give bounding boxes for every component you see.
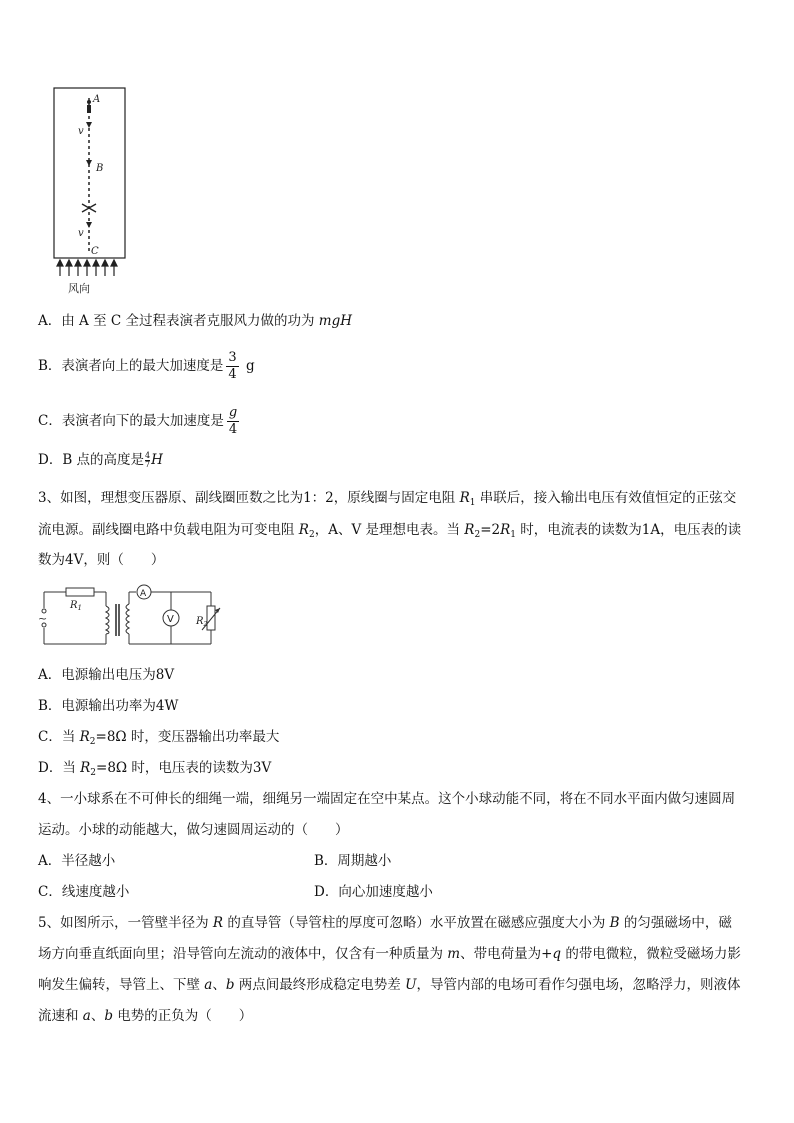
fraction	[145, 452, 150, 469]
text: 运动。小球的动能越大，做匀速圆周运动的（ ）	[38, 822, 349, 838]
q4-line-1	[38, 790, 735, 808]
resistor-r1	[66, 588, 94, 596]
sub: 2	[308, 530, 315, 540]
var-r: R	[298, 522, 309, 538]
performer-top-head	[87, 100, 91, 104]
q2-option-a	[38, 312, 352, 330]
text: 的带电微粒，微粒受磁场力影	[561, 946, 741, 962]
label-a: A	[93, 94, 101, 105]
var: m	[447, 946, 461, 962]
q2-option-b	[38, 348, 255, 384]
text: A．半径越小	[38, 853, 116, 869]
option-letter: D．	[38, 452, 63, 468]
text: 流速和	[38, 1008, 83, 1024]
text: B．周期越小	[314, 853, 392, 869]
option-letter: A．	[38, 313, 62, 329]
sub: 2	[90, 768, 97, 778]
q3-option-d	[38, 759, 271, 782]
text: D．当	[38, 760, 81, 776]
sub: 2	[89, 737, 96, 747]
text: 5、如图所示，一管壁半径为	[38, 915, 213, 931]
var: U	[405, 977, 417, 993]
q5-line-4	[38, 1007, 252, 1025]
label-c: C	[91, 246, 99, 257]
var: B	[609, 915, 620, 931]
q4-option-b	[314, 852, 391, 870]
text: 的匀强磁场中，磁	[619, 915, 732, 931]
option-var: H	[151, 452, 163, 468]
sub: 2	[474, 530, 481, 540]
q4-line-2	[38, 821, 349, 839]
label-r2: $R_2$	[196, 616, 208, 628]
option-letter: C．	[38, 413, 62, 429]
wind-tunnel-figure	[36, 84, 136, 299]
fraction-numerator: 3	[228, 350, 237, 365]
text: 、	[90, 1008, 105, 1024]
text: D．向心加速度越小	[314, 884, 433, 900]
q3-line-2	[38, 521, 741, 544]
option-tail: g	[246, 358, 255, 374]
performer-top-body	[87, 105, 91, 113]
text: 两点间最终形成稳定电势差	[234, 977, 406, 993]
var-r: R	[459, 490, 470, 506]
fraction-denominator: 4	[228, 422, 238, 437]
text: 、	[212, 977, 226, 993]
text: =8Ω 时，电压表的读数为3V	[96, 760, 272, 776]
q5-line-2	[38, 945, 741, 963]
label-v-top: v	[78, 126, 84, 137]
sub: 1	[469, 498, 476, 508]
text: 时，电流表的读数为1A，电压表的读	[516, 522, 742, 538]
wind-arrows	[57, 260, 117, 276]
text: ，A、V 是理想电表。当	[314, 522, 465, 538]
primary-coil	[106, 606, 109, 634]
secondary-coil	[126, 604, 129, 634]
text: 流电源。副线圈电路中负载电阻为可变电阻	[38, 522, 299, 538]
var: q	[552, 946, 562, 962]
label-voltmeter: V	[167, 614, 174, 625]
text: 3、如图，理想变压器原、副线圈匝数之比为1：2，原线圈与固定电阻	[38, 490, 460, 506]
q3-option-c	[38, 728, 279, 751]
q3-option-b	[38, 697, 178, 715]
q4-option-c	[38, 883, 129, 901]
text: 数为4V，则（ ）	[38, 552, 165, 568]
option-text: B 点的高度是	[62, 452, 145, 468]
option-var: mgH	[318, 313, 353, 329]
fraction	[226, 350, 238, 383]
text: 、带电荷量为+	[460, 946, 553, 962]
text: 4、一小球系在不可伸长的细绳一端，细绳另一端固定在空中某点。这个小球动能不同，将在不同水平面内做匀速圆周	[38, 791, 736, 807]
var: b	[225, 977, 235, 993]
var-r: R	[464, 522, 475, 538]
text: 电势的正负为（ ）	[113, 1008, 253, 1024]
q3-line-1	[38, 489, 736, 512]
option-text: 表演者向上的最大加速度是	[61, 358, 224, 374]
fraction-denominator: 4	[228, 367, 237, 382]
q2-option-d	[38, 451, 163, 469]
transformer-circuit-figure	[36, 582, 226, 652]
text: =8Ω 时，变压器输出功率最大	[95, 729, 280, 745]
fraction	[227, 405, 239, 438]
var-r: R	[500, 522, 511, 538]
q4-option-d	[314, 883, 433, 901]
label-ammeter: A	[140, 589, 147, 599]
var-r: R	[80, 760, 91, 776]
q3-line-3	[38, 551, 164, 569]
text: A．电源输出电压为8V	[38, 667, 175, 683]
fraction-numerator: g	[228, 405, 238, 420]
text: =2	[480, 522, 501, 538]
q5-line-3	[38, 976, 741, 994]
text: C．线速度越小	[38, 884, 130, 900]
var: b	[104, 1008, 114, 1024]
q5-line-1	[38, 914, 732, 932]
label-r1: $R_1$	[70, 600, 82, 612]
ac-source-symbol: ~	[38, 612, 48, 625]
text: 响发生偏转，导管上、下壁	[38, 977, 205, 993]
q3-option-a	[38, 666, 174, 684]
q4-option-a	[38, 852, 115, 870]
wind-direction-caption: 风向	[68, 282, 90, 295]
option-text: 表演者向下的最大加速度是	[61, 413, 224, 429]
var: a	[82, 1008, 91, 1024]
sub: 1	[510, 530, 517, 540]
text: C．当	[38, 729, 80, 745]
label-v-bottom: v	[78, 228, 84, 239]
text: 场方向垂直纸面向里；沿导管向左流动的液体中，仅含有一种质量为	[38, 946, 448, 962]
var: a	[204, 977, 213, 993]
q2-option-c	[38, 403, 242, 439]
option-text: 由 A 至 C 全过程表演者克服风力做的功为	[61, 313, 319, 329]
var: R	[212, 915, 224, 931]
resistor-r2	[207, 606, 215, 630]
text: ，导管内部的电场可看作匀强电场，忽略浮力，则液体	[416, 977, 741, 993]
fraction-denominator: 7	[145, 460, 151, 469]
text: 串联后，接入输出电压有效值恒定的正弦交	[475, 490, 737, 506]
text: 的直导管（导管柱的厚度可忽略）水平放置在磁感应强度大小为	[223, 915, 610, 931]
label-b: B	[96, 163, 104, 174]
text: B．电源输出功率为4W	[38, 698, 179, 714]
fraction-numerator: 4	[145, 451, 151, 460]
option-letter: B．	[38, 358, 62, 374]
var-r: R	[79, 729, 90, 745]
